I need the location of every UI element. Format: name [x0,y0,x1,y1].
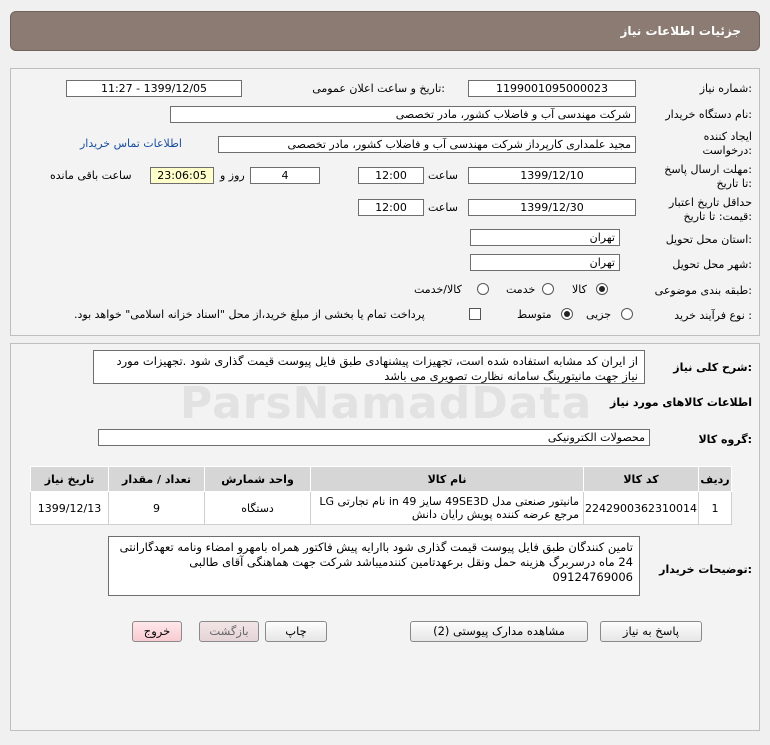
goods-group-label: گروه کالا: [698,433,752,446]
buyer-notes-label: توضیحات خریدار: [659,563,752,576]
category-both-radio[interactable] [477,283,489,295]
need-number-label: شماره نیاز: [699,82,752,95]
creator-label-1: ایجاد کننده [703,130,752,143]
validity-date-field: 1399/12/30 [468,199,636,216]
category-service-label: خدمت [506,283,536,296]
need-number-field: 1199001095000023 [468,80,636,97]
row-index: 1 [699,492,732,525]
contact-info-link[interactable]: اطلاعات تماس خریدار [80,137,182,150]
back-button[interactable]: بازگشت [199,621,259,642]
province-field: تهران [470,229,620,246]
description-label: شرح کلی نیاز: [673,361,752,374]
row-code: 2242900362310014 [584,492,699,525]
process-minor-radio[interactable] [621,308,633,320]
row-qty: 9 [109,492,205,525]
description-box: از ایران کد مشابه استفاده شده است، تجهیزات پیشنهادی طبق فایل پیوست قیمت گذاری شود .تجهیزات مورد نیاز جهت مانیتورینگ سامانه نظارت تصویری می باشد [93,350,645,384]
col-qty: تعداد / مقدار [109,467,205,492]
deadline-label-1: مهلت ارسال پاسخ: [664,163,752,176]
exit-button[interactable]: خروج [132,621,182,642]
row-unit: دستگاه [205,492,311,525]
announce-label: تاریخ و ساعت اعلان عمومی: [312,82,445,95]
col-date: تاریخ نیاز [31,467,109,492]
province-label: استان محل تحویل: [665,233,752,246]
table-row [31,492,732,525]
buyer-org-label: نام دستگاه خریدار: [665,108,752,121]
creator-field: مجید علمداری کارپرداز شرکت مهندسی آب و فاضلاب کشور، مادر تخصصی [218,136,636,153]
category-goods-label: کالا [572,283,587,296]
goods-section-title: اطلاعات کالاهای مورد نیاز [610,396,752,409]
col-unit: واحد شمارش [205,467,311,492]
category-label: طبقه بندی موضوعی: [654,284,752,297]
view-attachments-button[interactable]: مشاهده مدارک پیوستی (2) [410,621,588,642]
creator-label-2: درخواست: [702,144,752,157]
buyer-org-field: شرکت مهندسی آب و فاضلاب کشور، مادر تخصصی [170,106,636,123]
col-index: ردیف [699,467,732,492]
announce-field: 1399/12/05 - 11:27 [66,80,242,97]
process-minor-label: جزیی [586,308,612,321]
deadline-label-2: تا تاریخ: [716,177,752,190]
remaining-label: ساعت باقی مانده [50,169,132,182]
days-field: 4 [250,167,320,184]
buyer-notes-box: تامین کنندگان طبق فایل پیوست قیمت گذاری شود باارایه پیش فاکتور همراه بامهرو امضاء ونامه تعهدگارانتی 24 ماه درسربرگ هزینه حمل ونقل برعهدتامین کنندمیباشد شرکت جهت هماهنگی آقای طالبی 09124769006 [108,536,640,596]
col-name: نام کالا [311,467,584,492]
validity-time-field: 12:00 [358,199,424,216]
city-field: تهران [470,254,620,271]
process-label: نوع فرآیند خرید : [674,309,752,322]
category-service-radio[interactable] [542,283,554,295]
validity-label-1: حداقل تاریخ اعتبار [668,196,752,209]
days-label: روز و [220,169,245,182]
treasury-payment-note: پرداخت تمام یا بخشی از مبلغ خرید،از محل "اسناد خزانه اسلامی" خواهد بود. [74,308,425,321]
validity-time-label: ساعت [428,201,458,214]
deadline-date-field: 1399/12/10 [468,167,636,184]
process-medium-radio[interactable] [561,308,573,320]
page-title: جزئیات اطلاعات نیاز [620,24,741,38]
col-code: کد کالا [584,467,699,492]
category-goods-radio[interactable] [596,283,608,295]
category-both-label: کالا/خدمت [414,283,462,296]
treasury-payment-checkbox[interactable] [469,308,481,320]
deadline-time-label: ساعت [428,169,458,182]
process-medium-label: متوسط [517,308,552,321]
goods-table-header [31,467,732,492]
validity-label-2: قیمت: تا تاریخ: [683,210,752,223]
city-label: شهر محل تحویل: [672,258,752,271]
row-name: مانیتور صنعتی مدل 49SE3D سایز 49 in نام تجارتی LG مرجع عرضه کننده پویش رایان دانش [311,492,584,525]
goods-table [30,466,732,525]
print-button[interactable]: چاپ [265,621,327,642]
goods-group-field: محصولات الکترونیکی [98,429,650,446]
deadline-time-field: 12:00 [358,167,424,184]
remaining-timer: 23:06:05 [150,167,214,184]
row-date: 1399/12/13 [31,492,109,525]
title-bar [10,11,760,51]
reply-button[interactable]: پاسخ به نیاز [600,621,702,642]
